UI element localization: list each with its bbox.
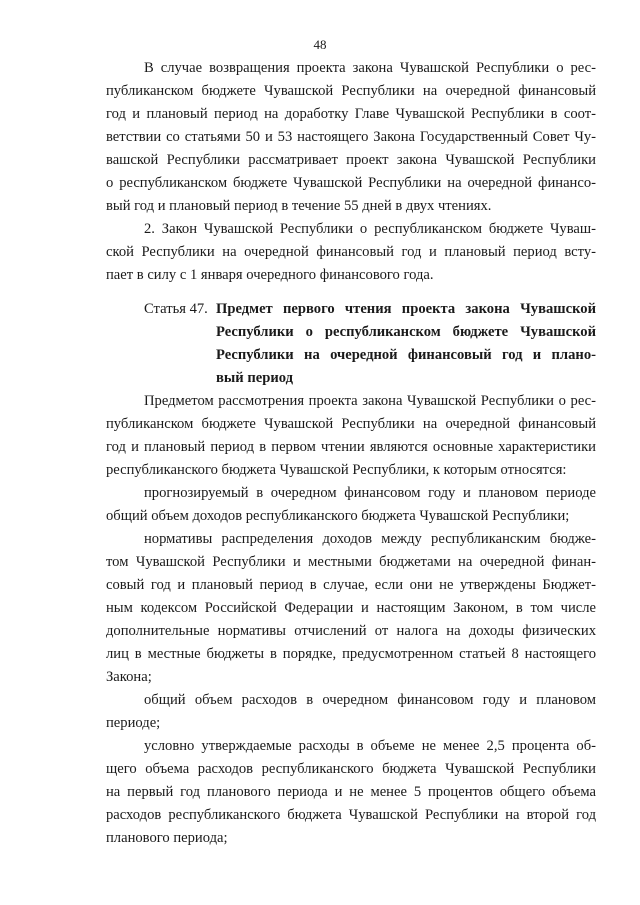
text-line: условно утверждаемые расходы в объеме не менее 2,5 процента об- bbox=[144, 738, 596, 754]
text-line: ветствии со статьями 50 и 53 настоящего Закона Государственный Совет Чу- bbox=[106, 129, 596, 145]
page-number: 48 bbox=[313, 37, 327, 52]
article-paragraph bbox=[106, 390, 596, 482]
text-line: общий объем расходов в очередном финансовом году и плановом bbox=[144, 692, 596, 708]
text-line: Предметом рассмотрения проекта закона Чувашской Республики о рес- bbox=[144, 393, 596, 409]
text-line: публиканском бюджете Чувашской Республики на очередной финансовый bbox=[106, 416, 596, 432]
text-line: 2. Закон Чувашской Республики о республиканском бюджете Чуваш- bbox=[144, 221, 596, 237]
text-line: год и плановый период на доработку Главе Чувашской Республики в соот- bbox=[106, 106, 596, 122]
article-paragraph bbox=[106, 735, 596, 850]
text-line: лиц в местные бюджеты в порядке, предусмотренном статьей 8 настоящего bbox=[106, 646, 596, 662]
text-line: ным кодексом Российской Федерации и настоящим Законом, в том числе bbox=[106, 600, 596, 616]
article-paragraph bbox=[106, 689, 596, 735]
text-line: пает в силу с 1 января очередного финансового года. bbox=[106, 267, 434, 283]
title-line: вый период bbox=[216, 370, 294, 386]
text-line: вашской Республики рассматривает проект закона Чувашской Республики bbox=[106, 152, 596, 168]
text-line: совый год и плановый период в случае, если они не утверждены Бюджет- bbox=[106, 577, 596, 593]
text-line: нормативы распределения доходов между республиканским бюдже- bbox=[144, 531, 596, 547]
intro-paragraph bbox=[106, 57, 596, 218]
article-label: Статья 47. bbox=[144, 301, 208, 317]
text-line: публиканском бюджете Чувашской Республики на очередной финансовый bbox=[106, 83, 596, 99]
text-line: прогнозируемый в очередном финансовом году и плановом периоде bbox=[144, 485, 596, 501]
article-paragraph bbox=[106, 482, 596, 528]
title-line: Республики о республиканском бюджете Чувашской bbox=[216, 324, 596, 340]
article-title bbox=[216, 298, 596, 390]
text-line: Закона; bbox=[106, 669, 152, 685]
text-line: дополнительные нормативы отчислений от налога на доходы физических bbox=[106, 623, 596, 639]
text-line: о республиканском бюджете Чувашской Республики на очередной финансо- bbox=[106, 175, 596, 191]
text-line: щего объема расходов республиканского бюджета Чувашской Республики bbox=[106, 761, 596, 777]
title-line: Предмет первого чтения проекта закона Чувашской bbox=[216, 301, 596, 317]
text-line: вый год и плановый период в течение 55 дней в двух чтениях. bbox=[106, 198, 492, 214]
text-line: расходов республиканского бюджета Чувашской Республики на второй год bbox=[106, 807, 596, 823]
text-line: республиканского бюджета Чувашской Республики, к которым относятся: bbox=[106, 462, 567, 478]
intro-paragraph bbox=[106, 218, 596, 287]
text-line: на первый год планового периода и не менее 5 процентов общего объема bbox=[106, 784, 596, 800]
text-line: В случае возвращения проекта закона Чувашской Республики о рес- bbox=[144, 60, 596, 76]
text-line: год и плановый период в первом чтении являются основные характеристики bbox=[106, 439, 596, 455]
text-line: том Чувашской Республики и местными бюджетами на очередной финан- bbox=[106, 554, 596, 570]
article-paragraph bbox=[106, 528, 596, 689]
text-line: планового периода; bbox=[106, 830, 228, 846]
text-line: ской Республики на очередной финансовый год и плановый период всту- bbox=[106, 244, 596, 260]
text-line: общий объем доходов республиканского бюджета Чувашской Республики; bbox=[106, 508, 570, 524]
text-line: периоде; bbox=[106, 715, 161, 731]
title-line: Республики на очередной финансовый год и плано- bbox=[216, 347, 596, 363]
